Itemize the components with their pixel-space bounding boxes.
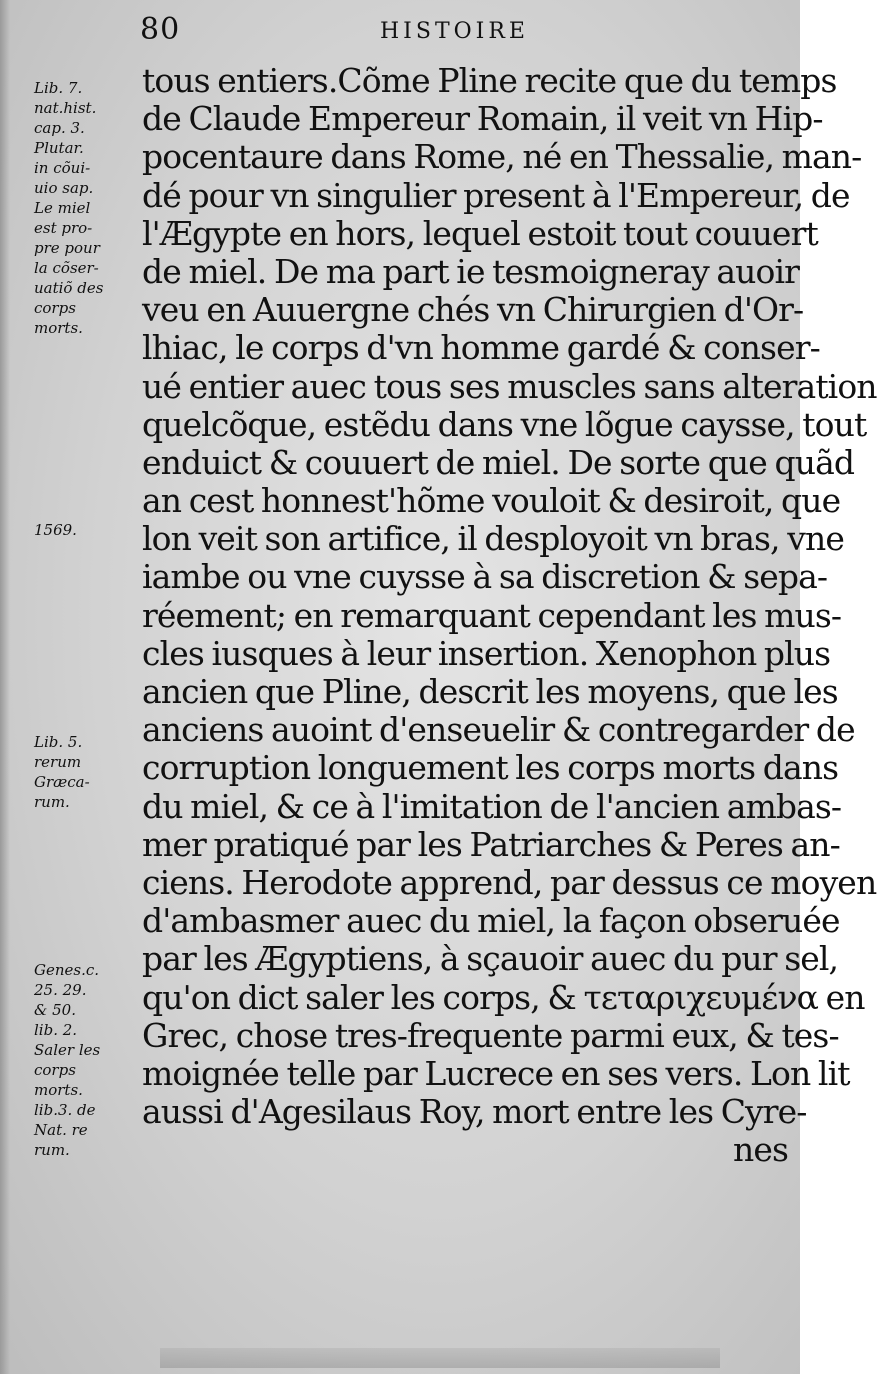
text-line: an cest honnest'hõme vouloit & desiroit, que — [142, 481, 841, 521]
margin-note-lib5 — [34, 732, 90, 812]
margin-note-line: cap. 3. — [34, 119, 85, 137]
margin-note-line: morts. — [34, 319, 83, 337]
page-header — [0, 6, 800, 54]
margin-note-line: in cõui- — [34, 159, 91, 177]
text-line: de Claude Empereur Romain, il veit vn Hip- — [142, 99, 823, 139]
text-line: lon veit son artifice, il desployoit vn bras, vne — [142, 519, 844, 559]
margin-note-line: rum. — [34, 793, 70, 811]
margin-note-line: rum. — [34, 1141, 70, 1159]
text-line: anciens auoint d'enseuelir & contregarder de — [142, 710, 855, 750]
margin-note-line: Le miel — [34, 199, 91, 217]
margin-note-line: uio sap. — [34, 179, 94, 197]
margin-note-line: nat.hist. — [34, 99, 97, 117]
text-line: l'Ægypte en hors, lequel estoit tout couuert — [142, 213, 818, 253]
margin-note-line: pre pour — [34, 239, 100, 257]
margin-note-line: rerum — [34, 753, 82, 771]
margin-note-line: 1569. — [34, 521, 77, 539]
margin-note-year — [34, 520, 77, 540]
margin-note-line: & 50. — [34, 1001, 76, 1019]
margin-note-line: 25. 29. — [34, 981, 87, 999]
text-line: de miel. De ma part ie tesmoigneray auoir — [142, 251, 800, 291]
show-through-strip — [160, 1348, 720, 1368]
margin-note-line: Lib. 7. — [34, 79, 83, 97]
text-line: ancien que Pline, descrit les moyens, que les — [142, 672, 838, 711]
text-line: qu'on dict saler les corps, & τεταριχευμένα en — [142, 977, 865, 1017]
text-line: aussi d'Agesilaus Roy, mort entre les Cyre- — [142, 1092, 807, 1132]
text-line: du miel, & ce à l'imitation de l'ancien ambas- — [142, 786, 842, 826]
margin-note-line: lib.3. de — [34, 1101, 96, 1119]
text-line: moignée telle par Lucrece en ses vers. Lon lit — [142, 1053, 850, 1093]
margin-note-genes — [34, 960, 100, 1160]
margin-note-line: corps — [34, 1061, 76, 1079]
text-line: dé pour vn singulier present à l'Empereur, de — [142, 175, 850, 215]
text-line: Grec, chose tres-frequente parmi eux, & tes- — [142, 1015, 839, 1055]
text-line: pocentaure dans Rome, né en Thessalie, man- — [142, 137, 862, 177]
text-line-catchword: nes — [732, 1130, 788, 1170]
margin-note-line: Plutar. — [34, 139, 84, 157]
gutter-shadow — [0, 0, 10, 1374]
margin-note-line: Saler les — [34, 1041, 101, 1059]
text-line: iambe ou vne cuysse à sa discretion & sepa- — [142, 557, 828, 597]
text-line: enduict & couuert de miel. De sorte que quãd — [142, 442, 855, 482]
text-line: cles iusques à leur insertion. Xenophon plus — [142, 633, 831, 673]
body-text — [142, 61, 877, 1362]
margin-note-line: morts. — [34, 1081, 83, 1099]
margin-note-line: est pro- — [34, 219, 93, 237]
margin-note-lib7 — [34, 78, 103, 338]
margin-note-line: corps — [34, 299, 76, 317]
margin-note-line: lib. 2. — [34, 1021, 78, 1039]
text-line: veu en Auuergne chés vn Chirurgien d'Or- — [142, 290, 804, 330]
page-number: 80 — [140, 12, 181, 47]
text-line: ué entier auec tous ses muscles sans alteration — [142, 366, 877, 406]
text-line: corruption longuement les corps morts dans — [142, 748, 839, 788]
margin-notes — [34, 60, 152, 1360]
margin-note-line: Lib. 5. — [34, 733, 83, 751]
text-line: tous entiers.Cõme Pline recite que du temps — [142, 61, 837, 100]
margin-note-line: Græca- — [34, 773, 90, 791]
text-line: mer pratiqué par les Patriarches & Peres an- — [142, 824, 840, 864]
text-line: réement; en remarquant cependant les mus- — [142, 595, 842, 635]
margin-note-line: la cõser- — [34, 259, 99, 277]
text-line: ciens. Herodote apprend, par dessus ce moyen — [142, 862, 877, 902]
margin-note-line: Nat. re — [34, 1121, 88, 1139]
running-head: HISTOIRE — [380, 19, 529, 44]
margin-note-line: Genes.c. — [34, 961, 100, 979]
text-line: par les Ægyptiens, à sçauoir auec du pur sel, — [142, 939, 839, 979]
text-line: d'ambasmer auec du miel, la façon obseruée — [142, 901, 840, 941]
margin-note-line: uatiõ des — [34, 279, 104, 297]
text-line: quelcõque, estẽdu dans vne lõgue caysse, tout — [142, 404, 867, 444]
text-line: lhiac, le corps d'vn homme gardé & conser- — [142, 328, 820, 368]
